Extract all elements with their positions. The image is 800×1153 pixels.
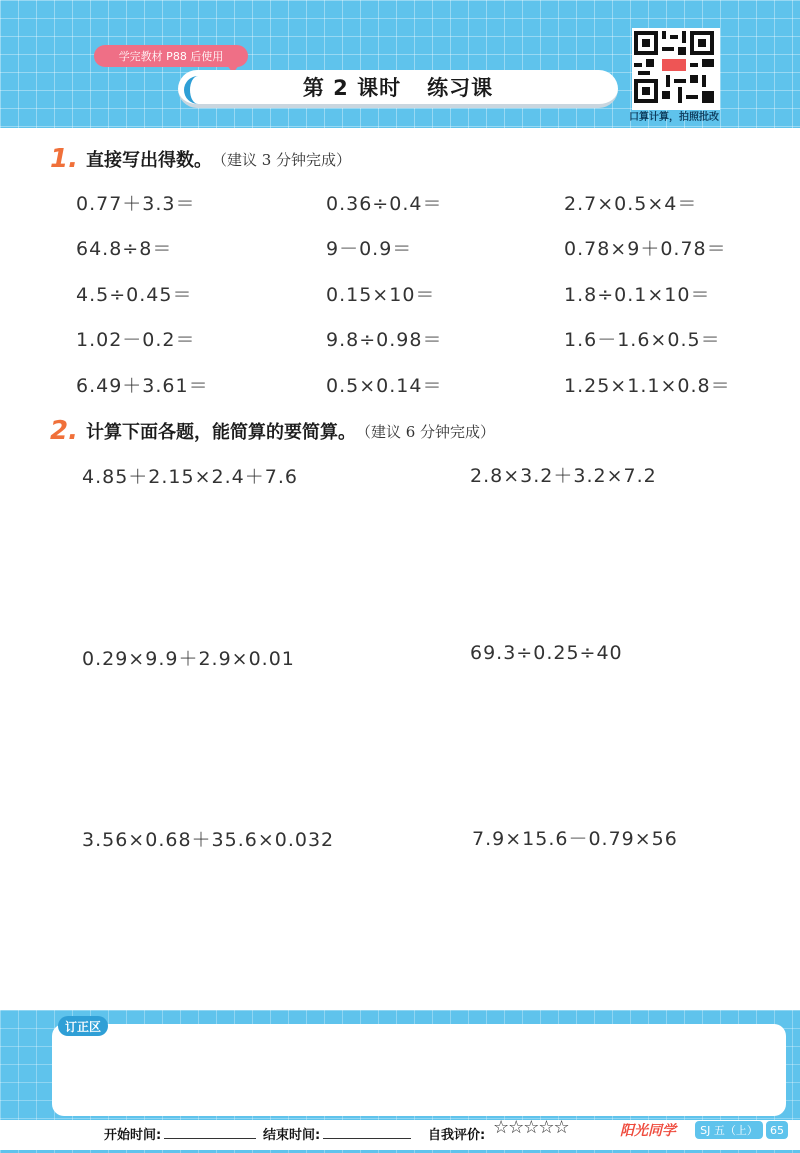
rating-stars[interactable]: ☆☆☆☆☆	[493, 1117, 569, 1138]
calc-problem: 3.56×0.68＋35.6×0.032	[82, 829, 335, 851]
calc-problem: 0.29×9.9＋2.9×0.01	[82, 648, 295, 670]
section2-number: 2.	[50, 416, 78, 446]
start-time-label: 开始时间:	[104, 1128, 162, 1143]
end-time-field[interactable]	[323, 1138, 411, 1139]
oral-problem: 0.15×10＝	[326, 284, 436, 306]
end-time-label: 结束时间:	[263, 1128, 321, 1143]
oral-problem: 4.5÷0.45＝	[76, 284, 193, 306]
calc-problem: 7.9×15.6－0.79×56	[472, 828, 678, 850]
oral-problem: 9－0.9＝	[326, 238, 413, 260]
oral-problem: 0.78×9＋0.78＝	[564, 238, 727, 260]
qr-code-icon	[634, 30, 714, 104]
start-time-field[interactable]	[164, 1138, 256, 1139]
section2-note: （建议 6 分钟完成）	[355, 422, 496, 441]
oral-problem: 1.8÷0.1×10＝	[564, 284, 711, 306]
oral-problem: 6.49＋3.61＝	[76, 375, 209, 397]
usage-badge: 学完教材 P88 后使用	[94, 45, 248, 67]
title-notch	[184, 76, 212, 104]
correction-area[interactable]	[52, 1024, 786, 1116]
grade-tag: SJ 五（上）	[695, 1121, 763, 1139]
section1-note: （建议 3 分钟完成）	[211, 150, 352, 169]
correction-label: 订正区	[58, 1016, 108, 1036]
section1-number: 1.	[50, 144, 78, 174]
oral-problem: 0.36÷0.4＝	[326, 193, 443, 215]
oral-problem: 1.02－0.2＝	[76, 329, 196, 351]
oral-problem: 0.77＋3.3＝	[76, 193, 196, 215]
qr-caption: 口算计算，拍照批改	[629, 112, 719, 123]
oral-problem: 9.8÷0.98＝	[326, 329, 443, 351]
section2-heading	[50, 416, 495, 446]
lesson-name: 练习课	[427, 76, 494, 100]
lesson-title	[303, 72, 493, 102]
lesson-title-bar	[178, 70, 618, 108]
lesson-number: 第 2 课时	[302, 76, 402, 100]
oral-problem: 1.25×1.1×0.8＝	[564, 375, 731, 397]
calc-problem: 69.3÷0.25÷40	[470, 642, 623, 664]
section2-title: 计算下面各题，能简算的要简算。	[85, 422, 356, 443]
qr-code[interactable]	[632, 28, 720, 110]
section1-heading	[50, 144, 351, 174]
self-rating-label: 自我评价:	[428, 1128, 486, 1143]
page-number: 65	[766, 1121, 788, 1139]
oral-problem: 2.7×0.5×4＝	[564, 193, 698, 215]
oral-problem: 1.6－1.6×0.5＝	[564, 329, 721, 351]
oral-problem: 64.8÷8＝	[76, 238, 173, 260]
oral-problem: 0.5×0.14＝	[326, 375, 443, 397]
calc-problem: 2.8×3.2＋3.2×7.2	[470, 465, 657, 487]
calc-problem: 4.85＋2.15×2.4＋7.6	[82, 466, 298, 488]
section1-title: 直接写出得数。	[85, 150, 212, 171]
brand-logo: 阳光同学	[620, 1123, 676, 1139]
